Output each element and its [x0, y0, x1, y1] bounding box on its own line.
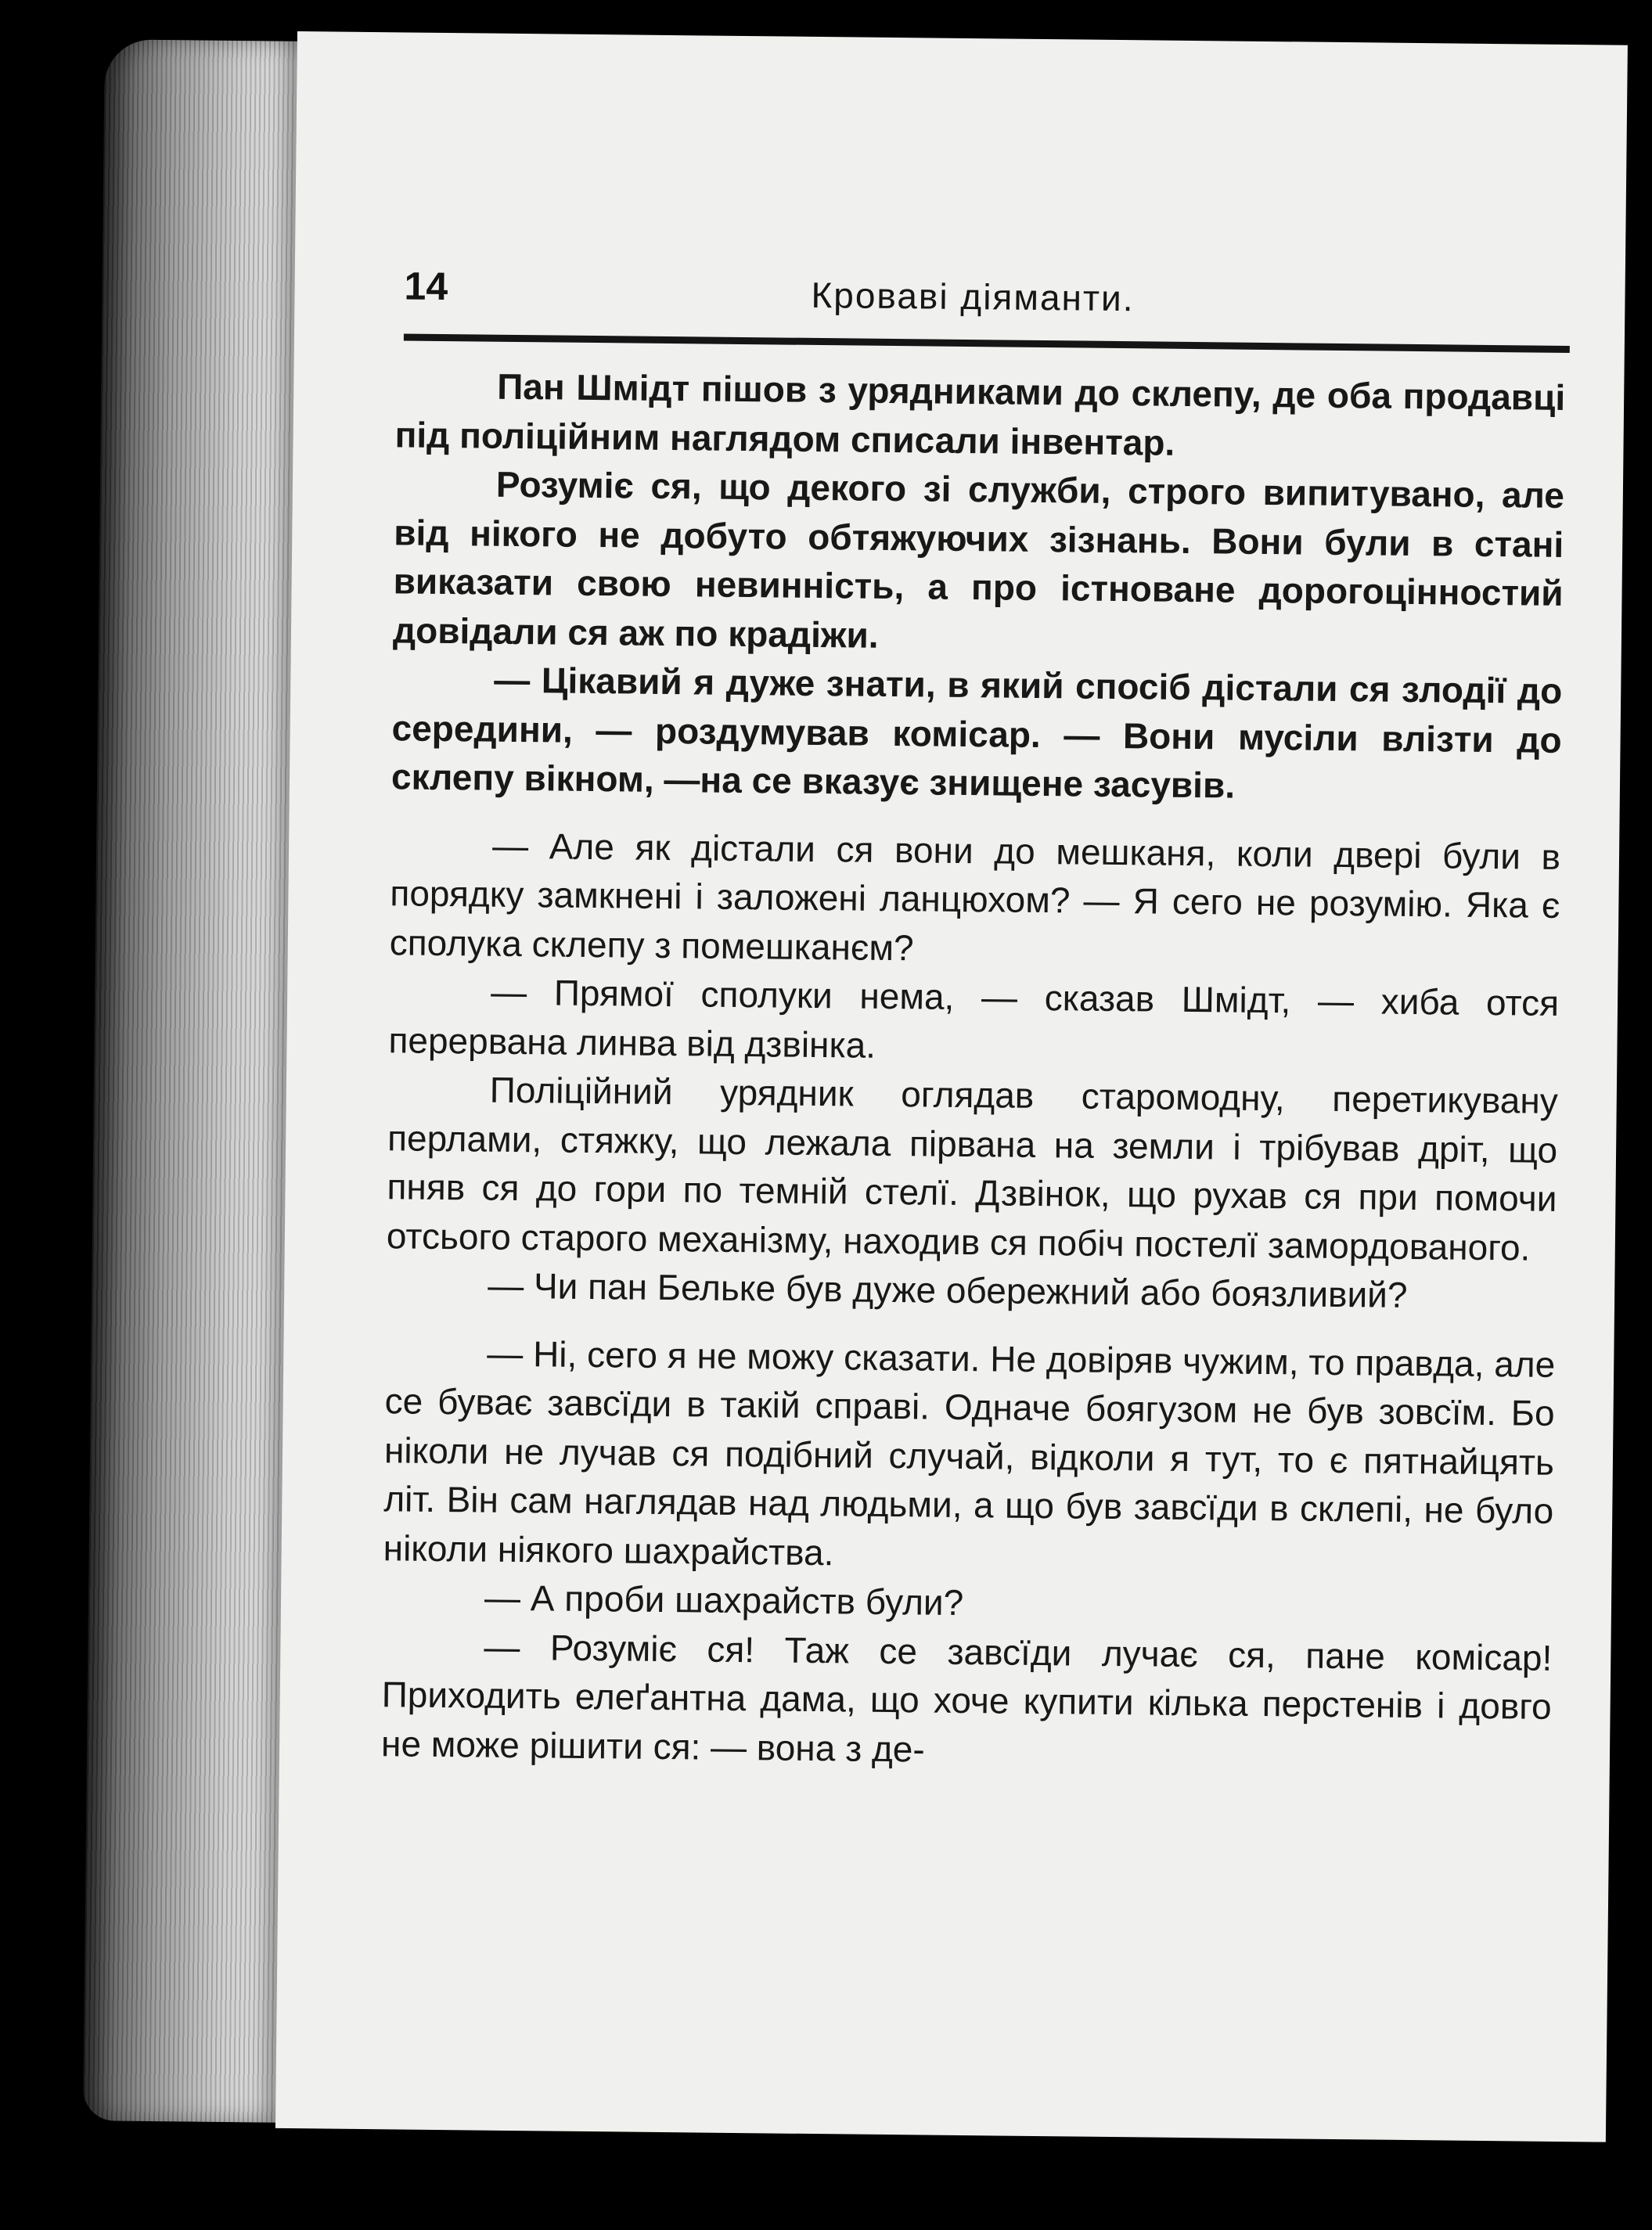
paragraph: — Прямої сполуки нема, — сказав Шмідт, — хиба отся перервана линва від дзвінка. — [388, 971, 1560, 1066]
book-page — [275, 31, 1628, 2142]
paragraph: — Чи пан Бельке був дуже обережний або боязливий? — [487, 1264, 1408, 1315]
running-title: Кроваві діяманти. — [811, 274, 1135, 319]
paragraph: Поліційний урядник оглядав старомодну, перетикувану перлами, стяжку, що лежала пірвана на земли і трібував дріт, що пняв ся до гори по темній стелї. Дзвінок, що рухав ся при помочи отсього старого механізму, находив ся побіч постелї замордованого. — [386, 1069, 1559, 1268]
paragraph: — Розуміє ся! Таж се завсїди лучає ся, пане комісар! Приходить елеґантна дама, що хоче купити кілька перстенів і довго не може рішити ся: — вона з де- — [380, 1626, 1553, 1770]
paragraph: — Ні, сего я не можу сказати. Не довіряв чужим, то правда, але се буває завсїди в такій справі. Одначе боягузом не був зовсїм. Бо ніколи не лучав ся подібний случай, відколи я тут, то є пятнайцять літ. Він сам наглядав над людьми, а що був завсїди в склепі, не було ніколи ніякого шахрайства. — [383, 1333, 1556, 1573]
paragraph: Розуміє ся, що декого зі служби, строго випитувано, але від нікого не добуто обтяжуючих зізнань. Вони були в стані виказати свою невинність, а про істноване дорогоцінностий довідали ся аж по крадіжи. — [392, 463, 1565, 656]
header-rule — [404, 333, 1570, 353]
page-header — [404, 255, 1578, 338]
paragraph: — Цікавий я дуже знати, в який спосіб дістали ся злодії до середини, — роздумував комісар. — Вони мусіли влізти до склепу вікном, —на се вказує знищене засувів. — [391, 659, 1563, 806]
text-body — [381, 361, 1566, 1780]
paragraph: — Але як дістали ся вони до мешканя, коли двері були в порядку замкнені і заложені ланцюхом? — Я сего не розумію. Яка є сполука склепу з помешканєм? — [389, 825, 1561, 968]
paragraph: Пан Шмідт пішов з урядниками до склепу, де оба продавці під поліційним наглядом списали інвентар. — [394, 365, 1566, 463]
page-number: 14 — [404, 264, 448, 309]
paragraph: — А проби шахрайств були? — [484, 1577, 964, 1624]
